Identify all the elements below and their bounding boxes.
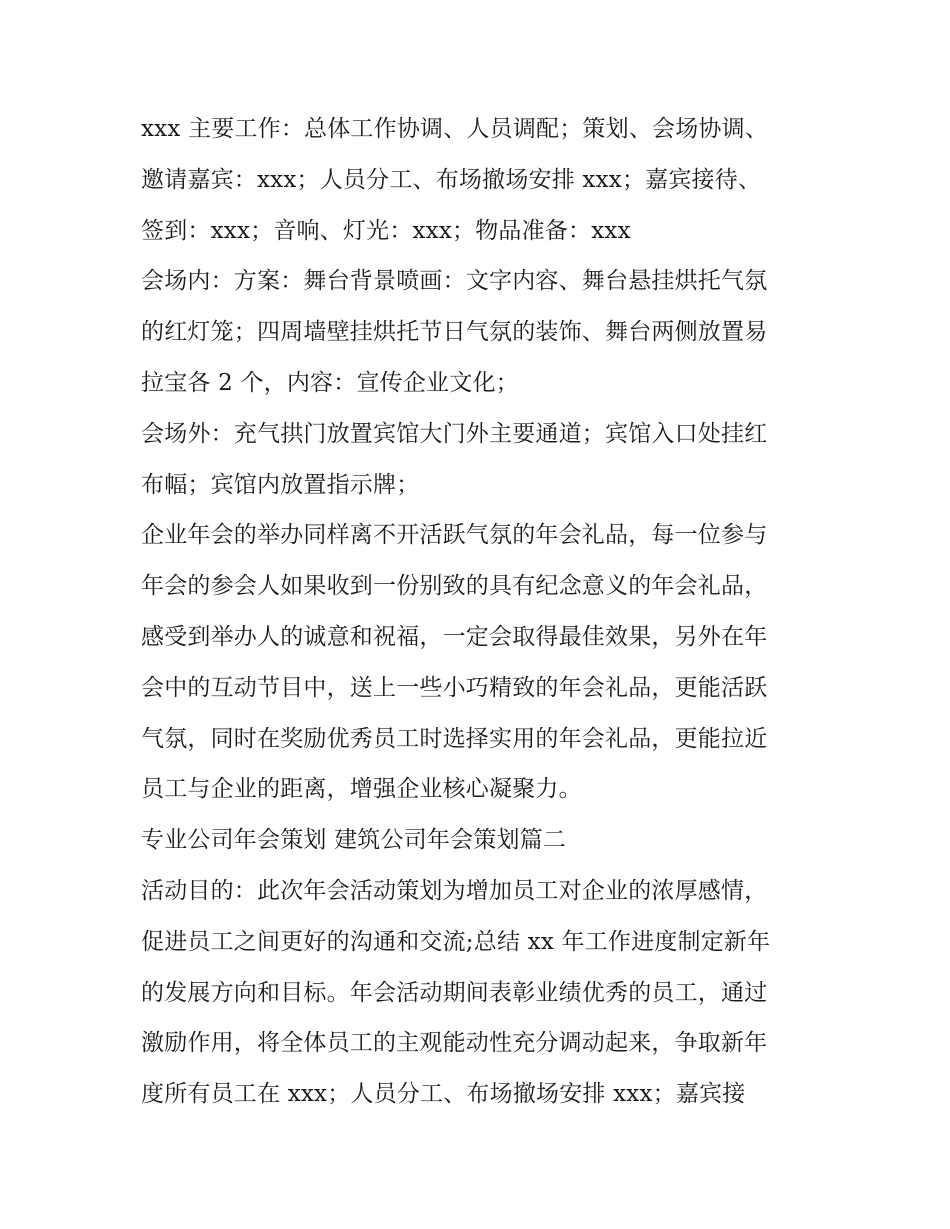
text-line: 拉宝各 2 个，内容：宣传企业文化；	[141, 369, 519, 396]
text-line: 感受到举办人的诚意和祝福，一定会取得最佳效果，另外在年	[141, 623, 768, 650]
text-line: 度所有员工在 xxx；人员分工、布场撤场安排 xxx；嘉宾接	[141, 1081, 746, 1108]
text-line: 员工与企业的距离，增强企业核心凝聚力。	[141, 776, 582, 803]
text-line: 的红灯笼；四周墙壁挂烘托节日气氛的装饰、舞台两侧放置易	[141, 319, 768, 346]
section-heading: 专业公司年会策划 建筑公司年会策划篇二	[141, 827, 567, 854]
text-line: 年会的参会人如果收到一份别致的具有纪念意义的年会礼品，	[141, 573, 768, 600]
text-line: 布幅；宾馆内放置指示牌；	[141, 471, 420, 498]
text-line: 促进员工之间更好的沟通和交流;总结 xx 年工作进度制定新年	[141, 928, 771, 955]
text-line: 活动目的：此次年会活动策划为增加员工对企业的浓厚感情，	[141, 877, 768, 904]
text-line: 会场内：方案：舞台背景喷画：文字内容、舞台悬挂烘托气氛	[141, 268, 768, 295]
document-body	[141, 104, 816, 1120]
text-line: 企业年会的举办同样离不开活跃气氛的年会礼品，每一位参与	[141, 522, 768, 549]
text-line: xxx 主要工作：总体工作协调、人员调配；策划、会场协调、	[141, 116, 769, 142]
text-line: 会场外：充气拱门放置宾馆大门外主要通道；宾馆入口处挂红	[141, 420, 768, 447]
text-line: 的发展方向和目标。年会活动期间表彰业绩优秀的员工，通过	[141, 979, 768, 1006]
text-line: 签到：xxx；音响、灯光：xxx；物品准备：xxx	[141, 217, 631, 244]
text-line: 会中的互动节目中，送上一些小巧精致的年会礼品，更能活跃	[141, 674, 768, 701]
text-line: 气氛，同时在奖励优秀员工时选择实用的年会礼品，更能拉近	[141, 725, 768, 752]
text-line: 激励作用，将全体员工的主观能动性充分调动起来，争取新年	[141, 1030, 768, 1057]
text-line: 邀请嘉宾：xxx；人员分工、布场撤场安排 xxx；嘉宾接待、	[141, 166, 762, 193]
